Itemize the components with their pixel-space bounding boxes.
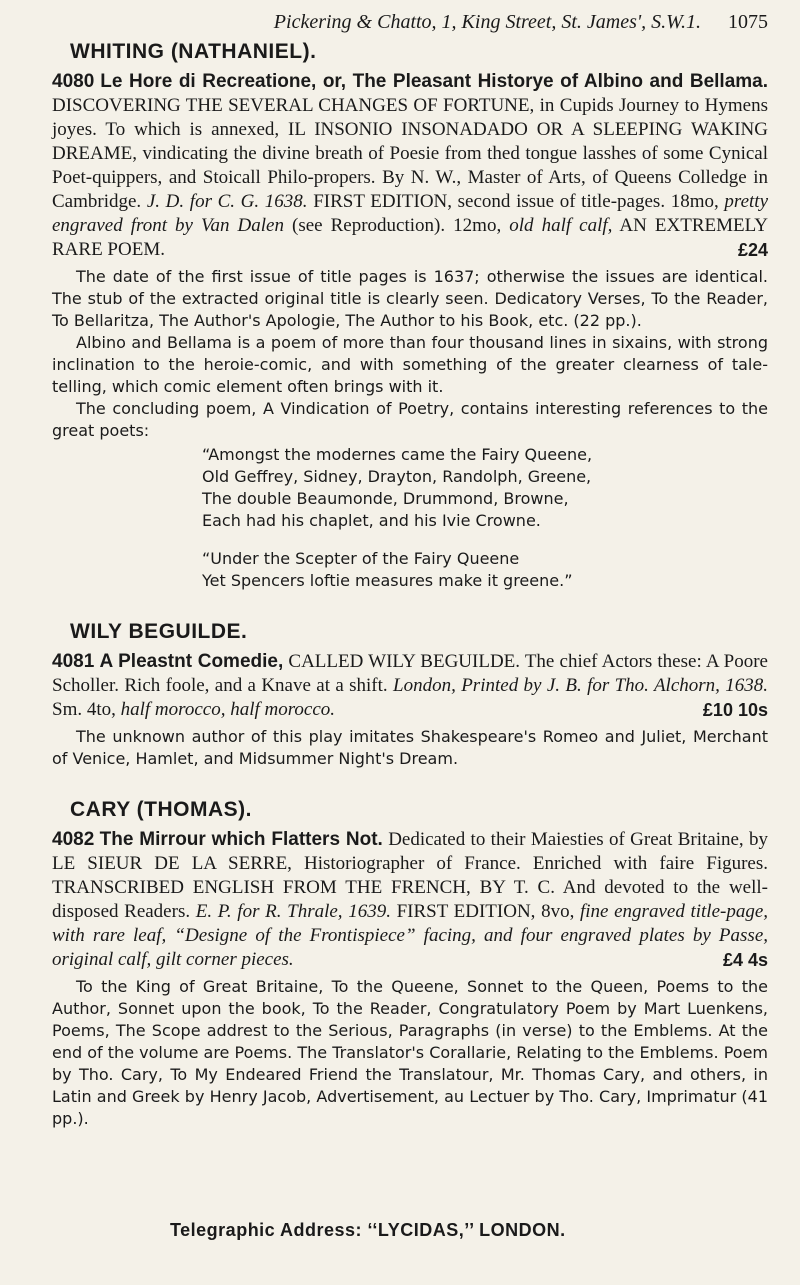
- entry-price: £4 4s: [722, 950, 768, 970]
- entry-binding-2: old half calf,: [509, 215, 613, 236]
- verse-quotation: [202, 444, 768, 592]
- entry-imprint: J. D. for C. G. 1638.: [146, 191, 308, 212]
- entry-binding: half morocco, half morocco.: [120, 699, 336, 720]
- section-whiting: [52, 40, 768, 592]
- verse-line: “Amongst the modernes came the Fairy Queene,: [202, 445, 593, 464]
- entry-binding: pretty engraved front by Van Dalen: [52, 191, 769, 236]
- entry-number: 4082: [52, 829, 95, 850]
- entry-body: Dedicated to their Maiesties of Great Britaine, by LE SIEUR DE LA SERRE, Historiographer of France. Enriched with faire Figures. TRANSCRIBED ENGLISH FROM THE FRENCH, BY T. C. And devoted to the well-disposed Readers.: [52, 829, 769, 922]
- author-heading: WILY BEGUILDE.: [70, 620, 248, 643]
- running-head-text: Pickering & Chatto, 1, King Street, St. James', S.W.1.: [273, 11, 701, 33]
- telegraphic-address: Telegraphic Address: ‘‘LYCIDAS,’’ LONDON.: [170, 1220, 566, 1240]
- entry-number: 4081: [52, 651, 95, 672]
- entry-price: £10 10s: [702, 700, 768, 720]
- note-paragraph: Albino and Bellama is a poem of more than four thousand lines in sixains, with strong inclination to the heroie-comic, and with something of the greater clearness of tale-telling, which comic element often brings with it.: [52, 333, 768, 396]
- running-head: [52, 10, 768, 34]
- entry-edition: FIRST EDITION, 8vo,: [396, 901, 575, 922]
- entry-number: 4080: [52, 71, 95, 92]
- entry-imprint: London, Printed by J. B. for Tho. Alchorn, 1638.: [393, 675, 769, 696]
- author-heading: CARY (THOMAS).: [70, 798, 252, 821]
- entry-binding: fine engraved title-page, with rare leaf, “Designe of the Frontispiece” facing, and four engraved plates by Passe, original calf, gilt corner pieces.: [52, 901, 769, 970]
- page-number: 1075: [728, 11, 768, 33]
- entry-body: DISCOVERING THE SEVERAL CHANGES OF FORTUNE, in Cupids Journey to Hymens joyes. To which is annexed, IL INSONIO INSONADADO OR A SLEEPING WAKING DREAME, vindicating the divine breath of Poesie from thed tongue lasshes of some Cynical Poet-quippers, and Stoicall Philo-propers. By N. W., Master of Arts, of Queens Colledge in Cambridge.: [52, 95, 768, 212]
- catalogue-entry: [52, 70, 768, 262]
- entry-imprint: E. P. for R. Thrale, 1639.: [195, 901, 391, 922]
- entry-tail: AN EXTREMELY RARE POEM.: [52, 215, 769, 260]
- note-paragraph: The date of the first issue of title pages is 1637; otherwise the issues are identical. The stub of the extracted original title is clearly seen. Dedicatory Verses, To the Reader, To Bellaritza, The Author's Apologie, The Author to his Book, etc. (22 pp.).: [52, 267, 768, 330]
- verse-line: The double Beaumonde, Drummond, Browne,: [202, 489, 569, 508]
- entry-notes: [52, 266, 768, 442]
- entry-format: Sm. 4to,: [52, 699, 116, 720]
- note-paragraph: The concluding poem, A Vindication of Poetry, contains interesting references to the great poets:: [52, 399, 768, 440]
- entry-price: £24: [737, 240, 768, 260]
- entry-notes: [52, 726, 768, 770]
- note-paragraph: The unknown author of this play imitates Shakespeare's Romeo and Juliet, Merchant of Venice, Hamlet, and Midsummer Night's Dream.: [52, 727, 768, 768]
- section-cary: [52, 798, 768, 1130]
- note-paragraph: To the King of Great Britaine, To the Queene, Sonnet to the Queen, Poems to the Author, Sonnet upon the book, To the Reader, Congratulatory Poem by Mart Luenkens, Poems, The Scope addrest to the Serious, Paragraphs (in verse) to the Emblems. At the end of the volume are Poems. The Translator's Corallarie, Relating to the Emblems. Poem by Tho. Cary, To My Endeared Friend the Translatour, Mr. Thomas Cary, and others, in Latin and Greek by Henry Jacob, Advertisement, au Lectuer by Tho. Cary, Imprimatur (41 pp.).: [52, 977, 768, 1128]
- entry-format: (see Reproduction). 12mo,: [292, 215, 502, 236]
- section-wily-beguilde: [52, 620, 768, 770]
- verse-line: “Under the Scepter of the Fairy Queene: [202, 549, 520, 568]
- entry-title: The Mirrour which Flatters Not.: [99, 829, 383, 850]
- entry-notes: [52, 976, 768, 1130]
- catalogue-entry: [52, 650, 768, 722]
- verse-line: Each had his chaplet, and his Ivie Crowne.: [202, 511, 541, 530]
- verse-line: Yet Spencers loftie measures make it greene.”: [202, 571, 573, 590]
- entry-title: A Pleastnt Comedie,: [99, 651, 284, 672]
- verse-line: Old Geffrey, Sidney, Drayton, Randolph, Greene,: [202, 467, 592, 486]
- entry-title: Le Hore di Recreatione, or, The Pleasant Historye of Albino and Bellama.: [100, 71, 769, 92]
- entry-body: CALLED WILY BEGUILDE. The chief Actors these: A Poore Scholler. Rich foole, and a Knave at a shift.: [52, 651, 768, 696]
- catalogue-entry: [52, 828, 768, 972]
- author-heading: WHITING (NATHANIEL).: [70, 40, 317, 63]
- entry-edition: FIRST EDITION, second issue of title-pages. 18mo,: [313, 191, 719, 212]
